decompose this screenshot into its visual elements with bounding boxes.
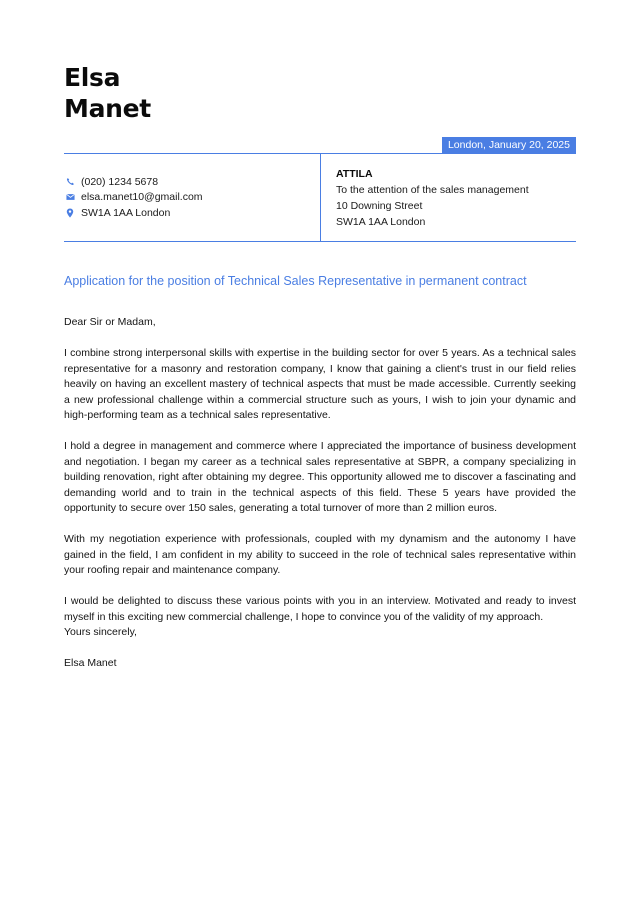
body-paragraph-4: I would be delighted to discuss these various points with you in an interview. Motivated and ready to invest myself in this exciting new commercial challenge, I hope to convince you of the validity of my approach.: [64, 595, 576, 623]
phone-number: (020) 1234 5678: [81, 175, 159, 188]
last-name: Manet: [64, 94, 151, 123]
closing: Yours sincerely,: [64, 626, 137, 638]
signature: Elsa Manet: [64, 657, 117, 669]
email-icon: [64, 191, 76, 203]
contact-address: [64, 205, 203, 221]
applicant-name: [64, 62, 151, 124]
phone-icon: [64, 176, 76, 188]
contact-list: [64, 174, 203, 221]
body-paragraph-1: I combine strong interpersonal skills with expertise in the building sector for over 5 years. As a technical sales representative for a masonry and restoration company, I know that gaining a client's trust in our field relies heavily on having an excellent mastery of technical aspects that must be made accessible. Currently seeking a new professional challenge within a commercial structure such as yours, I wish to join your dynamic and high-performing team as a technical sales representative.: [64, 347, 576, 421]
letter-subject: Application for the position of Technical Sales Representative in permanent contract: [64, 274, 527, 288]
postal-address: SW1A 1AA London: [81, 206, 171, 219]
contact-info-block: [64, 153, 576, 242]
first-name: Elsa: [64, 63, 121, 92]
email-address: elsa.manet10@gmail.com: [81, 191, 203, 204]
date-badge: London, January 20, 2025: [442, 137, 576, 153]
body-paragraph-3: With my negotiation experience with professionals, coupled with my dynamism and the autonomy I have gained in the field, I am confident in my ability to succeed in the role of technical sales representative within your roofing repair and maintenance company.: [64, 533, 576, 576]
contact-phone: [64, 174, 203, 190]
contact-email: [64, 190, 203, 206]
vertical-divider: [320, 154, 321, 241]
recipient-city: SW1A 1AA London: [336, 216, 426, 228]
location-pin-icon: [64, 207, 76, 219]
letter-body: [64, 315, 576, 672]
body-paragraph-2: I hold a degree in management and commerce where I appreciated the importance of business development and negotiation. I began my career as a technical sales representative at SBPR, a company specializing in building renovation, right after obtaining my degree. This opportunity allowed me to discover a fascinating and demanding world and to train in the technical aspects of this field. These 5 years have provided the opportunity to secure over 150 sales, generating a total turnover of more than 2 million euros.: [64, 440, 576, 514]
recipient-company: ATTILA: [336, 168, 373, 180]
recipient-attention: To the attention of the sales management: [336, 184, 529, 196]
salutation: Dear Sir or Madam,: [64, 316, 156, 328]
recipient-block: [336, 166, 529, 230]
recipient-street: 10 Downing Street: [336, 200, 423, 212]
